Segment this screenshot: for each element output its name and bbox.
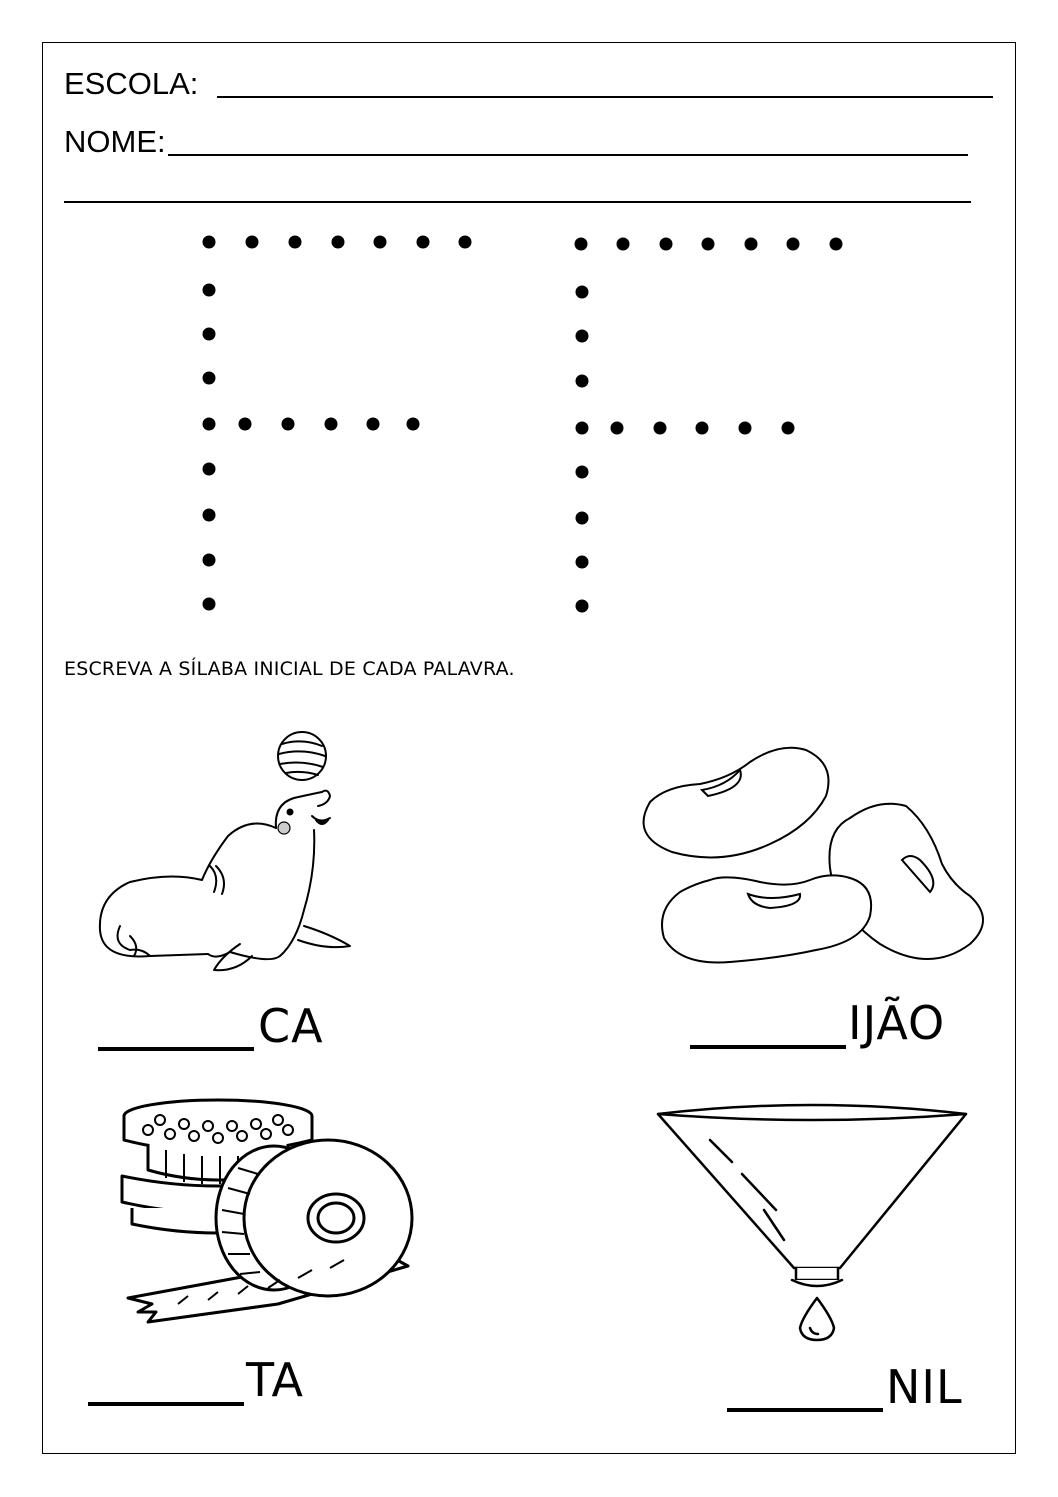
trace-dot (459, 236, 472, 249)
trace-dot (575, 238, 588, 251)
trace-dot (246, 236, 259, 249)
answer-blank-2[interactable] (690, 1045, 846, 1049)
trace-dot (830, 238, 843, 251)
trace-dot (203, 328, 216, 341)
funnel-picture (652, 1100, 972, 1350)
trace-dot (576, 422, 589, 435)
trace-dot (611, 422, 624, 435)
trace-dot (367, 418, 380, 431)
ribbon-rolls-picture (108, 1098, 438, 1338)
trace-dot (417, 236, 430, 249)
syllable-ijao: IJÃO (848, 996, 946, 1050)
answer-blank-1[interactable] (98, 1047, 254, 1051)
syllable-nil: NIL (886, 1360, 963, 1414)
trace-dot (203, 509, 216, 522)
answer-blank-4[interactable] (727, 1408, 883, 1412)
trace-dot (782, 422, 795, 435)
trace-dot (787, 238, 800, 251)
trace-dot (203, 598, 216, 611)
trace-dot (576, 466, 589, 479)
trace-dot (374, 236, 387, 249)
trace-dot (696, 422, 709, 435)
tracing-letters (0, 0, 1058, 640)
trace-dot (576, 330, 589, 343)
syllable-ta: TA (246, 1353, 304, 1407)
seal-picture (90, 720, 360, 980)
school-label: ESCOLA: (64, 66, 199, 101)
dotted-letter-f[interactable] (575, 238, 843, 613)
dotted-letter-e[interactable] (203, 236, 472, 611)
trace-dot (203, 554, 216, 567)
instruction-text: ESCREVA A SÍLABA INICIAL DE CADA PALAVRA. (64, 658, 515, 680)
trace-dot (325, 418, 338, 431)
trace-dot (702, 238, 715, 251)
trace-dot (282, 418, 295, 431)
trace-dot (576, 556, 589, 569)
trace-dot (576, 600, 589, 613)
name-label: NOME: (64, 124, 166, 159)
trace-dot (203, 236, 216, 249)
trace-dot (617, 238, 630, 251)
trace-dot (407, 418, 420, 431)
trace-dot (203, 463, 216, 476)
syllable-ca: CA (258, 999, 324, 1053)
trace-dot (203, 372, 216, 385)
trace-dot (660, 238, 673, 251)
answer-blank-3[interactable] (88, 1402, 244, 1406)
trace-dot (203, 418, 216, 431)
trace-dot (654, 422, 667, 435)
trace-dot (745, 238, 758, 251)
beans-picture (630, 744, 990, 969)
trace-dot (203, 284, 216, 297)
trace-dot (576, 286, 589, 299)
trace-dot (239, 418, 252, 431)
trace-dot (576, 512, 589, 525)
trace-dot (332, 236, 345, 249)
trace-dot (289, 236, 302, 249)
trace-dot (576, 375, 589, 388)
trace-dot (739, 422, 752, 435)
